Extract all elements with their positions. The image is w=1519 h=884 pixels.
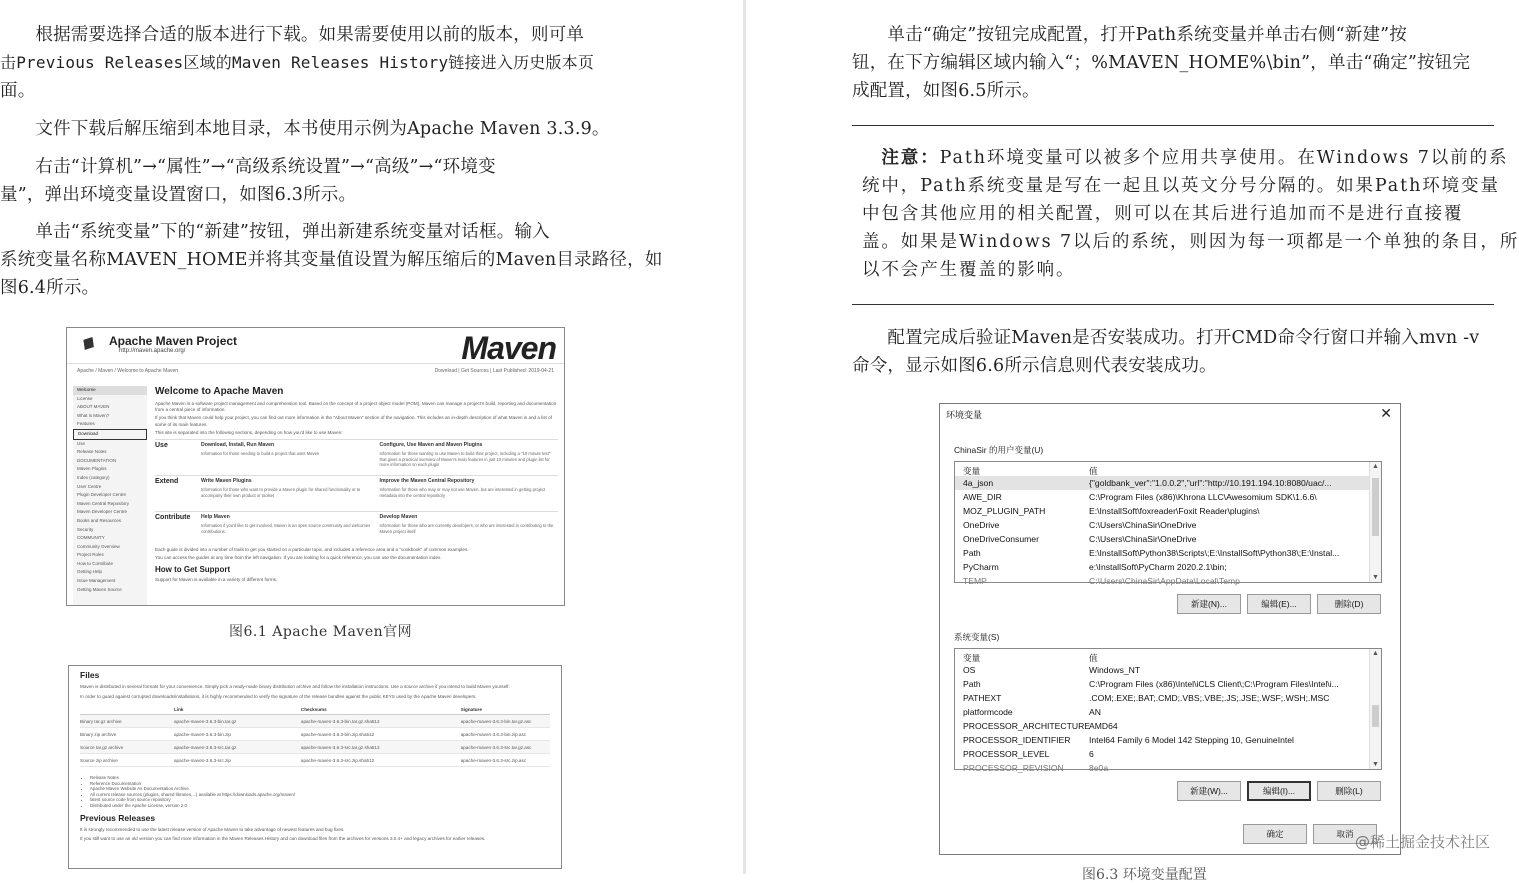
list-item[interactable]: • Release Notes <box>90 775 550 781</box>
table-row <box>80 741 550 754</box>
maven-site-title: Apache Maven Project <box>109 334 238 348</box>
user-variables-list[interactable] <box>954 461 1382 586</box>
paragraph-maven-home: 单击“系统变量”下的“新建”按钮，弹出新建系统变量对话框。输入 系统变量名称MAVEN_HOME并将其变量值设置为解压缩后的Maven目录路径，如 图6.4所示。 <box>0 222 663 298</box>
signature-link[interactable]: apache-maven-3.6.3-bin.zip.asc <box>461 728 550 741</box>
scroll-thumb[interactable] <box>1372 478 1379 536</box>
checksum-link[interactable]: apache-maven-3.6.3-src.tar.gz.sha512 <box>301 741 461 754</box>
list-item[interactable]: PROCESSOR_LEVEL 6 <box>963 749 1094 759</box>
support-text: Support for Maven is available in a variety of different forms. <box>155 577 278 583</box>
checksum-link[interactable]: apache-maven-3.6.3-bin.tar.gz.sha512 <box>301 715 461 728</box>
column-header-value: 值 <box>1089 466 1098 476</box>
system-vars-scrollbar[interactable] <box>1369 649 1381 769</box>
list-item[interactable]: Path E:\InstallSoft\Python38\Scripts\;E:\InstallSoft\Python38\;E:\Instal... <box>963 548 1340 558</box>
section-row <box>155 475 558 511</box>
list-item[interactable]: platformcode AN <box>963 707 1101 717</box>
cancel-button[interactable]: 取消 <box>1313 824 1377 844</box>
section-col-title: Help Maven <box>201 514 230 521</box>
right-page <box>746 0 1519 883</box>
column-header-value: 值 <box>1089 653 1098 663</box>
checksum-link[interactable]: apache-maven-3.6.3-bin.zip.sha512 <box>301 728 461 741</box>
maven-site-url: http://maven.apache.org/ <box>119 348 186 354</box>
system-variables-list[interactable] <box>954 648 1382 773</box>
section-col-title: Configure, Use Maven and Maven Plugins <box>379 442 483 449</box>
list-item[interactable]: OneDrive C:\Users\ChinaSir\OneDrive <box>963 520 1197 530</box>
maven-site-header <box>67 328 564 364</box>
system-new-button[interactable]: 新建(W)... <box>1177 781 1241 801</box>
maven-logo: Maven <box>461 330 556 366</box>
sidebar-item: DOCUMENTATION <box>77 457 117 463</box>
paragraph-path-config: 单击“确定”按钮完成配置，打开Path系统变量并单击右侧“新建”按 钮，在下方编辑区域内输入“；%MAVEN_HOME%\bin”，单击“确定”按钮完 成配置，如图6.5所示。 <box>852 25 1471 101</box>
list-item[interactable]: MOZ_PLUGIN_PATH E:\InstallSoft\foxreader\Foxit Reader\plugins\ <box>963 506 1260 516</box>
scroll-down-icon[interactable]: ▼ <box>1372 574 1379 581</box>
section-col-text: Information for those who may or may not use Maven, but are interested in getting project metadata into the central repository <box>379 487 546 498</box>
note-box: 注意：Path环境变量可以被多个应用共享使用。在Windows 7以前的系 统中，Path系统变量是写在一起且以英文分号分隔的。如果Path环境变量 中包含其他应用的相关配置，则可以在其后进行追加而不是进行直接覆 盖。如果是Windows 7以后的系统，则因为每一项都是一个单独的条目，所 以不会产生覆盖的影响。 <box>862 148 1519 280</box>
section-col-text: Information if you'd like to get involved. Maven is an open source community and welcomes contributions. <box>201 523 371 534</box>
section-row <box>155 511 558 547</box>
section-col-title: Download, Install, Run Maven <box>201 442 275 449</box>
list-item[interactable]: • Reference Documentation <box>90 781 550 787</box>
maven-main-content <box>155 386 558 605</box>
note-top-rule <box>852 125 1494 126</box>
user-vars-scrollbar[interactable] <box>1369 462 1381 582</box>
list-item[interactable]: PyCharm e:\InstallSoft\PyCharm 2020.2.1\bin; <box>963 562 1227 572</box>
previous-releases-text: If you still want to use an old version you can find more information in the Maven Releases History and can download files from the archives for versions 3.0.4+ and legacy archives for earlier releases. <box>80 836 486 842</box>
section-col-text: Information for those wanting to use Maven to build their project, including a "10 minute test" that gives a practical overview of Maven's main features in just 10 minutes and plugin list for more information on each plugin <box>379 451 551 468</box>
dialog-title: 环境变量 <box>946 410 983 420</box>
archive-type: Source zip archive <box>80 754 174 767</box>
archive-type: Binary tar.gz archive <box>80 715 174 728</box>
section-col-text: Information for those who are currently developers, or who are interested in contributing to the Maven project itself <box>379 523 554 534</box>
list-item[interactable]: • All current release sources (plugins, shared libraries,...) available at https://downloads.apache.org/maven/ <box>90 792 550 798</box>
user-new-button[interactable]: 新建(N)... <box>1177 594 1241 614</box>
site-watermark: @稀土掘金技术社区 <box>1354 833 1490 851</box>
section-head: Contribute <box>155 514 191 522</box>
column-header: Checksums <box>301 705 461 715</box>
close-icon[interactable]: ✕ <box>1380 405 1392 421</box>
list-item[interactable]: PROCESSOR_ARCHITECTURE AMD64 <box>963 721 1118 731</box>
signature-link[interactable]: apache-maven-3.6.3-src.zip.asc <box>461 754 550 767</box>
paragraph-unzip: 文件下载后解压缩到本地目录，本书使用示例为Apache Maven 3.3.9。 <box>0 119 610 139</box>
download-link[interactable]: apache-maven-3.6.3-bin.zip <box>174 728 301 741</box>
list-item[interactable]: OS Windows_NT <box>963 665 1141 675</box>
breadcrumb: Apache / Maven / Welcome to Apache Maven <box>77 368 179 374</box>
list-item[interactable]: • latest source code from source repository <box>90 797 550 803</box>
sidebar-item: ABOUT MAVEN <box>77 404 110 410</box>
sidebar-item-download: Download <box>73 429 147 440</box>
sidebar-item: Getting Maven Source <box>77 586 122 592</box>
sidebar-item: Security <box>77 526 94 532</box>
release-links-list <box>90 775 550 809</box>
download-link[interactable]: apache-maven-3.6.3-src.tar.gz <box>174 741 301 754</box>
section-head: Extend <box>155 478 179 486</box>
sidebar-item: Index (category) <box>77 474 110 480</box>
files-heading: Files <box>80 670 100 680</box>
left-page <box>0 0 744 874</box>
sidebar-item: What is Maven? <box>77 412 110 418</box>
table-row <box>80 728 550 741</box>
figure-caption-6-1: 图6.1 Apache Maven官网 <box>229 624 413 640</box>
previous-releases-text: It is strongly recommended to use the latest release version of Apache Maven to take advantage of newest features and bug fixes. <box>80 826 345 832</box>
list-item[interactable]: Path C:\Program Files (x86)\Intel\iCLS Client\;C:\Program Files\Intel\i... <box>963 679 1339 689</box>
sidebar-item: Getting Help <box>77 569 103 575</box>
outro-text: You can access the guides at any time from the left navigation. If you are looking for a quick reference, you can use the documentation index. <box>155 555 442 561</box>
column-header-variable: 变量 <box>963 466 981 476</box>
list-item[interactable]: OneDriveConsumer C:\Users\ChinaSir\OneDrive <box>963 534 1197 544</box>
section-col-title: Develop Maven <box>379 514 418 521</box>
signature-link[interactable]: apache-maven-3.6.3-bin.tar.gz.asc <box>461 715 550 728</box>
maven-files-screenshot <box>68 665 562 869</box>
list-item[interactable]: PATHEXT .COM;.EXE;.BAT;.CMD;.VBS;.VBE;.JS;.JSE;.WSF;.WSH;.MSC <box>963 693 1330 703</box>
section-row <box>155 439 558 475</box>
figure-caption-6-3: 图6.3 环境变量配置 <box>1082 867 1207 883</box>
intro-text: This site is separated into the following sections, depending on how you'd like to use Maven: <box>155 429 343 435</box>
ok-button[interactable]: 确定 <box>1243 824 1307 844</box>
column-header-variable: 变量 <box>963 653 981 663</box>
sidebar-item: Maven Central Repository <box>77 500 130 506</box>
sidebar-item: How to Contribute <box>77 560 114 566</box>
sidebar-item: Features <box>77 421 95 427</box>
paragraph-version-select: 根据需要选择合适的版本进行下载。如果需要使用以前的版本，则可单 击Previous Releases区域的Maven Releases History链接进入历史版本页 面。 <box>0 25 595 101</box>
environment-variables-dialog <box>939 403 1401 855</box>
checksum-link[interactable]: apache-maven-3.6.3-src.zip.sha512 <box>301 754 461 767</box>
sidebar-item: COMMUNITY <box>77 535 105 541</box>
section-col-title: Improve the Maven Central Repository <box>379 478 475 485</box>
list-item[interactable]: PROCESSOR_REVISION 8e0a <box>963 763 1109 773</box>
sidebar-item: User Centre <box>77 483 102 489</box>
files-intro: In order to guard against corrupted downloads/installations, it is highly recommended to verify the signature of the release bundles against the public KEYS used by the Apache Maven developers. <box>80 693 477 699</box>
sidebar-item: Plugin Developer Centre <box>77 492 127 498</box>
last-published: Download | Get Sources | Last Published: 2019-04-21 <box>434 368 554 374</box>
archive-type: Binary zip archive <box>80 728 174 741</box>
list-item[interactable]: TEMP C:\Users\ChinaSir\AppData\Local\Temp <box>963 576 1240 586</box>
scroll-thumb[interactable] <box>1372 705 1379 727</box>
sidebar-item: Community Overview <box>77 543 120 549</box>
column-header: Signature <box>461 705 550 715</box>
sidebar-item: License <box>77 395 93 401</box>
outro-text: Each guide is divided into a number of trails to get you started on a particular topic, and includes a reference area and a "cookbook" of common examples. <box>155 547 469 553</box>
sidebar-item: Project Roles <box>77 552 104 558</box>
archive-type: Source tar.gz archive <box>80 741 174 754</box>
intro-text: If you think that Maven could help your project, you can find out more information in the "About Maven" section of the navigation. This includes an in-depth description of what Maven is and a list of some of its main features. <box>155 415 552 427</box>
system-edit-button[interactable]: 编辑(I)... <box>1247 781 1311 801</box>
list-item[interactable]: 4a_json {"goldbank_ver":"1.0.0.2","url":"http://10.191.194.10:8080/uac/... <box>955 476 1381 490</box>
sidebar-item: Release Notes <box>77 449 107 455</box>
sidebar-item: Welcome <box>73 386 147 395</box>
sidebar-item: Use <box>77 440 86 446</box>
maven-homepage-screenshot <box>66 327 565 606</box>
downloads-table <box>80 705 550 767</box>
section-col-text: Information for those needing to build a project that uses Maven <box>201 451 320 457</box>
files-intro: Maven is distributed in several formats for your convenience. Simply pick a ready-made binary distribution archive and follow the installation instructions. Use a source archive if you intend to build Maven yourself. <box>80 684 510 689</box>
welcome-heading: Welcome to Apache Maven <box>155 386 284 397</box>
column-header <box>80 705 174 715</box>
column-header: Link <box>174 705 301 715</box>
signature-link[interactable]: apache-maven-3.6.3-src.tar.gz.asc <box>461 741 550 754</box>
support-heading: How to Get Support <box>155 565 231 575</box>
sidebar-item: Books and Resources <box>77 517 122 523</box>
section-col-text: Information for those who want to provide a Maven plugin for shared functionality or to accompany their own product or toolset <box>201 487 361 498</box>
scroll-down-icon[interactable]: ▼ <box>1372 761 1379 768</box>
scroll-up-icon[interactable]: ▲ <box>1372 650 1379 657</box>
apache-feather-icon <box>74 334 106 353</box>
paragraph-verify: 配置完成后验证Maven是否安装成功。打开CMD命令行窗口并输入mvn -v 命令，显示如图6.6所示信息则代表安装成功。 <box>852 328 1480 376</box>
list-item[interactable]: AWE_DIR C:\Program Files (x86)\Khrona LLC\Awesomium SDK\1.6.6\ <box>963 492 1317 502</box>
sidebar-item: Maven Plugins <box>77 466 107 472</box>
download-link[interactable]: apache-maven-3.6.3-bin.tar.gz <box>174 715 301 728</box>
note-label: 注意： <box>881 148 940 168</box>
paragraph-open-env: 右击“计算机”→“属性”→“高级系统设置”→“高级”→“环境变 量”，弹出环境变量设置窗口，如图6.3所示。 <box>0 157 496 205</box>
table-row <box>80 754 550 767</box>
user-delete-button[interactable]: 删除(D) <box>1317 594 1381 614</box>
maven-sidebar <box>73 386 147 605</box>
sidebar-item: Issue Management <box>77 578 116 584</box>
table-row <box>80 715 550 728</box>
scroll-up-icon[interactable]: ▲ <box>1372 463 1379 470</box>
list-item[interactable]: • Apache Maven Website As Documentation Archive <box>90 786 550 792</box>
list-item[interactable]: PROCESSOR_IDENTIFIER Intel64 Family 6 Model 142 Stepping 10, GenuineIntel <box>963 735 1294 745</box>
user-variables-label: ChinaSir 的用户变量(U) <box>954 445 1044 455</box>
download-link[interactable]: apache-maven-3.6.3-src.zip <box>174 754 301 767</box>
section-col-title: Write Maven Plugins <box>201 478 252 485</box>
intro-text: Apache Maven is a software project management and comprehension tool. Based on the concept of a project object model (POM), Maven can manage a project's build, reporting and documentation from a central piece of information. <box>155 401 557 413</box>
note-bottom-rule <box>852 304 1494 305</box>
section-head: Use <box>155 442 168 450</box>
sections-grid <box>155 439 558 547</box>
previous-releases-heading: Previous Releases <box>80 812 156 823</box>
list-item[interactable]: • Distributed under the Apache License, version 2.0 <box>90 803 550 809</box>
sidebar-item: Maven Developer Centre <box>77 509 128 515</box>
system-delete-button[interactable]: 删除(L) <box>1317 781 1381 801</box>
system-variables-label: 系统变量(S) <box>954 632 1000 642</box>
user-edit-button[interactable]: 编辑(E)... <box>1247 594 1311 614</box>
